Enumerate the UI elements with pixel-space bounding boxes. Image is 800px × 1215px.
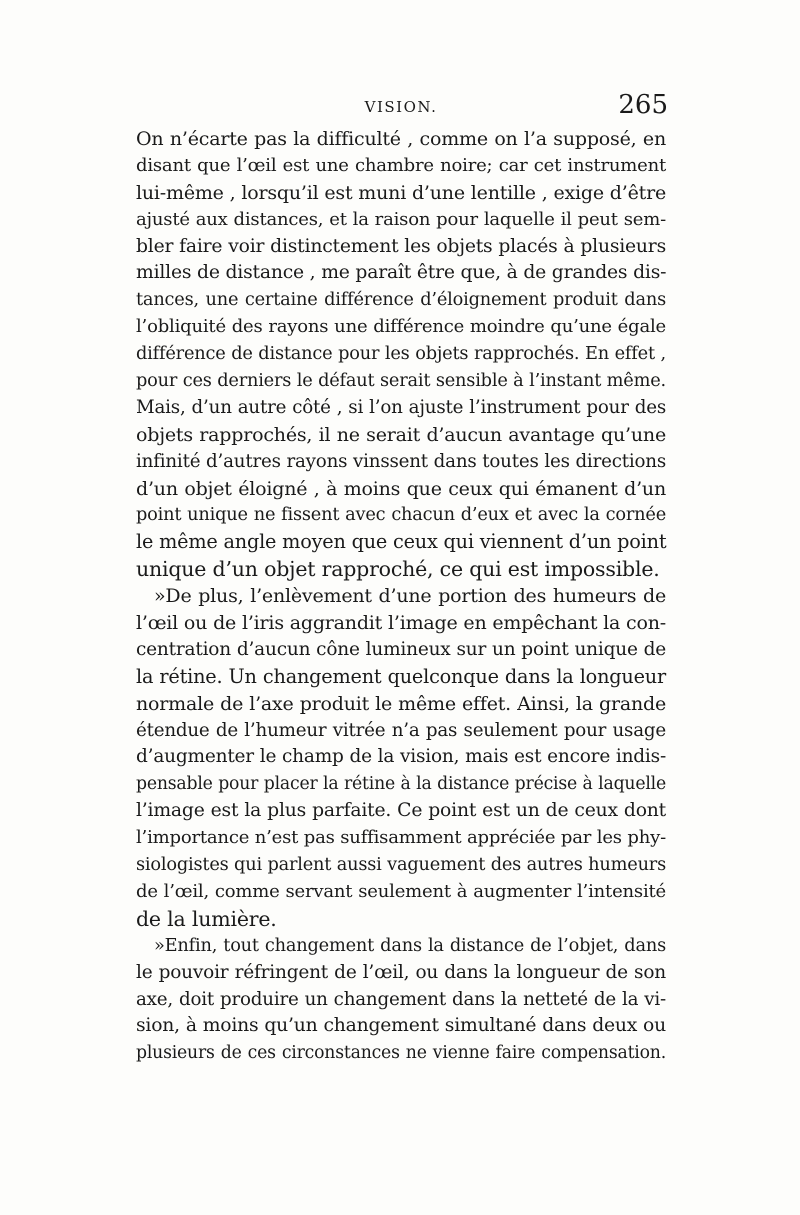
text-line: le pouvoir réfringent de l’œil, ou dans la longueur de son (136, 961, 666, 983)
text-line: pensable pour placer la rétine à la distance précise à laquelle (136, 774, 666, 795)
text-line: Mais, d’un autre côté , si l’on ajuste l’instrument pour des (136, 396, 666, 418)
text-line: l’image est la plus parfaite. Ce point est un de ceux dont (136, 800, 666, 822)
text-line: axe, doit produire un changement dans la netteté de la vi- (136, 988, 666, 1010)
text-line: d’augmenter le champ de la vision, mais est encore indis- (136, 746, 666, 768)
paragraph-end-line: de la lumière. (136, 906, 277, 931)
text-line: lui-même , lorsqu’il est muni d’une lentille , exige d’être (136, 181, 666, 204)
text-line: pour ces derniers le défaut serait sensible à l’instant même. (136, 371, 666, 392)
text-line: disant que l’œil est une chambre noire; car cet instrument (136, 154, 666, 176)
text-line: On n’écarte pas la difficulté , comme on l’a supposé, en (136, 128, 666, 150)
text-line: sion, à moins qu’un changement simultané dans deux ou (136, 1015, 666, 1037)
text-line: ajusté aux distances, et la raison pour laquelle il peut sem- (136, 208, 666, 230)
page-number: 265 (618, 90, 668, 120)
text-line: normale de l’axe produit le même effet. Ainsi, la grande (136, 692, 666, 715)
text-line: milles de distance , me paraît être que, à de grandes dis- (136, 262, 667, 284)
text-line: l’œil ou de l’iris aggrandit l’image en empêchant la con- (136, 612, 666, 635)
text-line: siologistes qui parlent aussi vaguement des autres humeurs (136, 855, 666, 876)
text-line: de l’œil, comme servant seulement à augmenter l’intensité (136, 880, 666, 902)
text-line: étendue de l’humeur vitrée n’a pas seulement pour usage (136, 719, 666, 741)
running-head (134, 90, 668, 124)
text-line: le même angle moyen que ceux qui viennent d’un point (136, 530, 667, 554)
text-line: point unique ne fissent avec chacun d’eux et avec la cornée (136, 505, 666, 526)
paragraph-start-line: »Enfin, tout changement dans la distance de l’objet, dans (154, 935, 666, 956)
text-line: plusieurs de ces circonstances ne vienne faire compensation. (136, 1043, 666, 1064)
text-line: l’importance n’est pas suffisamment appréciée par les phy- (136, 827, 666, 849)
text-line: la rétine. Un changement quelconque dans la longueur (136, 664, 666, 688)
text-line: d’un objet éloigné , à moins que ceux qui émanent d’un (136, 477, 666, 500)
paragraph-start-line: »De plus, l’enlèvement d’une portion des humeurs de (154, 585, 666, 608)
text-line: l’obliquité des rayons une différence moindre qu’une égale (136, 316, 666, 338)
text-line: centration d’aucun cône lumineux sur un point unique de (136, 638, 666, 660)
text-line: objets rapprochés, il ne serait d’aucun avantage qu’une (136, 423, 666, 446)
text-line: tances, une certaine différence d’éloignement produit dans (136, 290, 666, 311)
running-title: VISION. (364, 98, 438, 116)
text-line: infinité d’autres rayons vinssent dans toutes les directions (136, 450, 666, 472)
paragraph-end-line: unique d’un objet rapproché, ce qui est impossible. (136, 557, 660, 582)
text-line: différence de distance pour les objets rapprochés. En effet , (136, 344, 666, 365)
text-line: bler faire voir distinctement les objets placés à plusieurs (136, 235, 666, 257)
body-text (136, 126, 666, 1067)
